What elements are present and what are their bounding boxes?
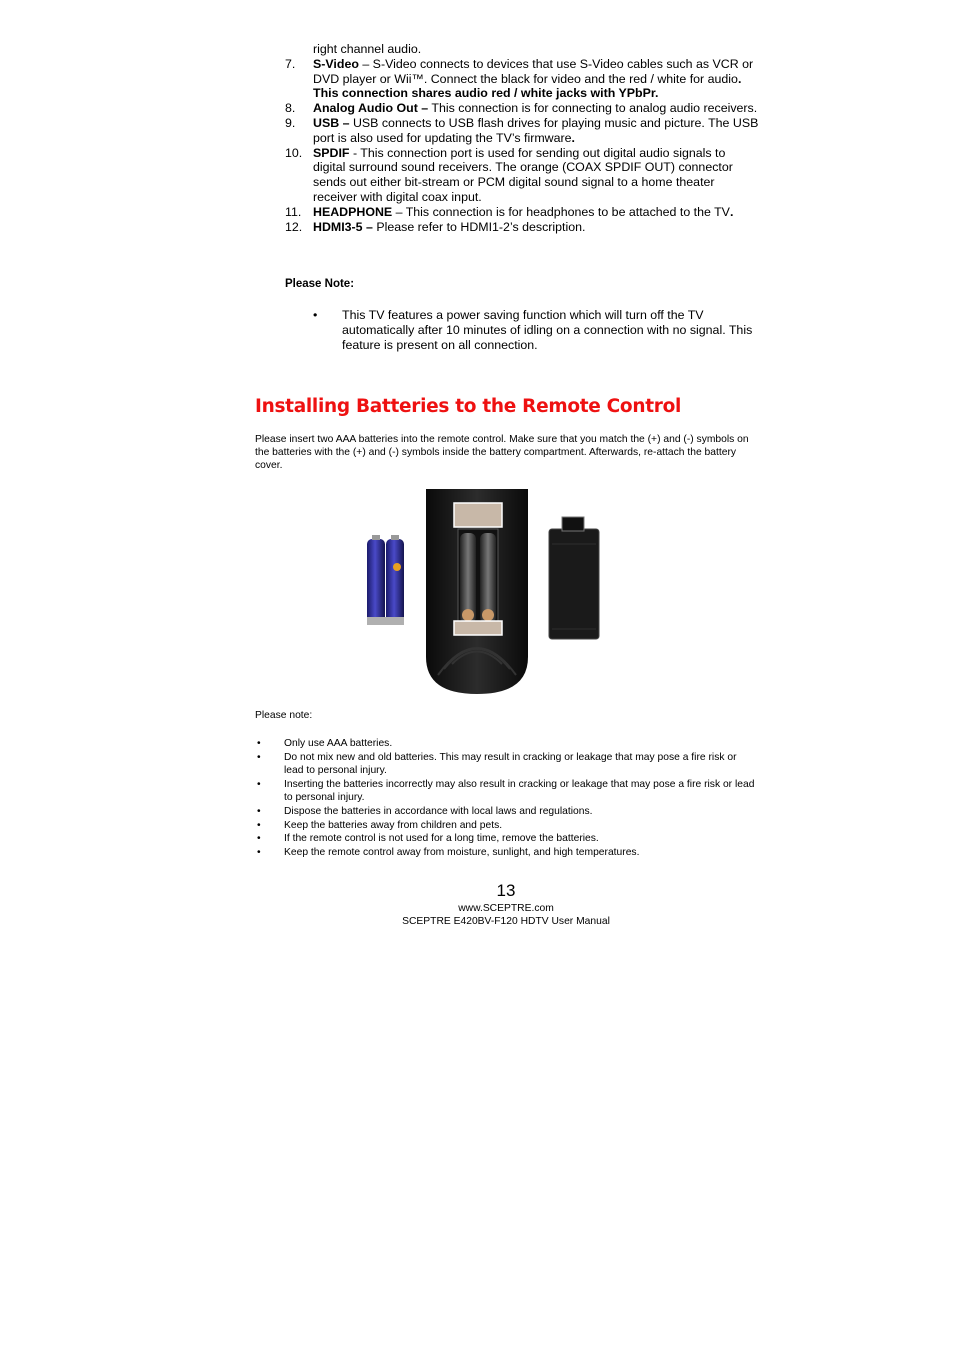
- battery-cover-image: [549, 517, 599, 639]
- bullet-icon: •: [257, 833, 261, 845]
- battery-note-heading: Please note:: [255, 710, 313, 721]
- bullet-icon: •: [313, 308, 318, 322]
- list-item: • Do not mix new and old batteries. This may result in cracking or leakage that may pose a fire risk or lead to personal injury.: [257, 751, 737, 776]
- bullet-icon: •: [257, 738, 261, 749]
- please-note-heading: Please Note:: [285, 278, 355, 290]
- section-title: Installing Batteries to the Remote Control: [255, 396, 682, 417]
- footer-manual-title: SCEPTRE E420BV-F120 HDTV User Manual: [402, 916, 610, 927]
- list-item-usb: 9. USB – USB connects to USB flash drives for playing music and picture. The USB port is also used for updating the TV’s firmware.: [285, 115, 759, 145]
- page-number: 13: [496, 881, 516, 900]
- battery-installation-figure: [362, 489, 602, 696]
- list-item-hdmi3-5: 12. HDMI3-5 – Please refer to HDMI1-2’s description.: [285, 219, 586, 234]
- power-saving-note: • This TV features a power saving function which will turn off the TV automatically after 10 minutes of idling on a connection with no signal. This feature is present on all connection.: [313, 308, 753, 352]
- bullet-icon: •: [257, 778, 261, 790]
- battery-notes-list: [255, 737, 755, 860]
- list-item: • Dispose the batteries in accordance with local laws and regulations.: [257, 805, 593, 817]
- list-item-analog-audio: 8. Analog Audio Out – This connection is for connecting to analog audio receivers.: [285, 101, 758, 116]
- remote-control-image: [426, 489, 528, 694]
- list-item-spdif: 10. SPDIF - This connection port is used for sending out digital audio signals to digital surround sound receivers. The orange (COAX SPDIF OUT) connector sends out either bit-stream or PCM digital sound signal to a home theater receiver with digital coax input.: [285, 145, 733, 204]
- bullet-icon: •: [257, 847, 261, 859]
- bullet-icon: •: [257, 805, 261, 817]
- footer-website: www.SCEPTRE.com: [458, 903, 554, 914]
- list-item-continued: right channel audio.: [313, 42, 422, 56]
- list-item: • Inserting the batteries incorrectly may also result in cracking or leakage that may pose a fire risk or lead to personal injury.: [257, 778, 755, 803]
- list-item: • Only use AAA batteries.: [257, 738, 393, 749]
- list-item: • Keep the batteries away from children and pets.: [257, 819, 503, 831]
- list-item: • Keep the remote control away from moisture, sunlight, and high temperatures.: [257, 847, 640, 859]
- remote-battery-illustration: [362, 489, 602, 696]
- list-item-headphone: 11. HEADPHONE – This connection is for headphones to be attached to the TV.: [285, 204, 734, 219]
- connection-list: [285, 42, 760, 234]
- list-item: • If the remote control is not used for a long time, remove the batteries.: [257, 833, 599, 845]
- section-intro: Please insert two AAA batteries into the remote control. Make sure that you match the (+) and (-) symbols on the batteries with the (+) and (-) symbols inside the battery compartment. Afterwards, re-attach the battery cover.: [255, 434, 749, 471]
- list-item-svideo: 7. S-Video – S-Video connects to devices that use S-Video cables such as VCR or DVD player or Wii™. Connect the black for video and the red / white for audio. This connection shares audio red / white jacks with YPbPr.: [285, 56, 754, 101]
- bullet-icon: •: [257, 819, 261, 831]
- bullet-icon: •: [257, 751, 261, 763]
- aaa-batteries-image: [367, 535, 404, 625]
